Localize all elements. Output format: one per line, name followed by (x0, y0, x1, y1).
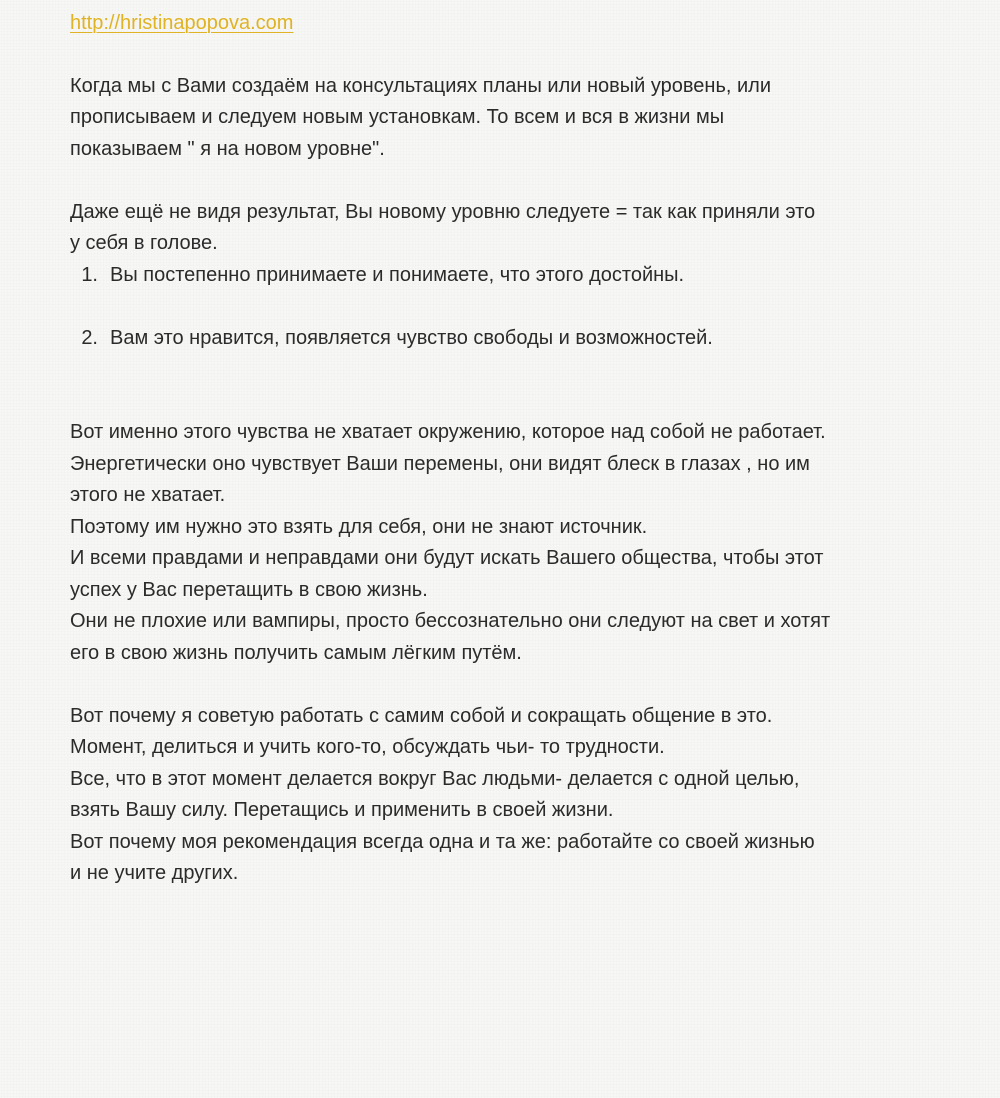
text-line: Все, что в этот момент делается вокруг Вас людьми- делается с одной целью, (70, 767, 800, 790)
spacer (70, 669, 940, 701)
text-line: и не учите других. (70, 862, 239, 884)
numbered-list (70, 260, 940, 355)
list-number: 1. (81, 263, 98, 286)
text-line: Даже ещё не видя результат, Вы новому уровню следуете = так как приняли это (70, 200, 816, 223)
list-item (70, 323, 940, 355)
text-line: Энергетически оно чувствует Ваши перемены, они видят блеск в глазах , но им (70, 452, 810, 475)
spacer (70, 354, 940, 417)
spacer (70, 291, 940, 323)
website-link[interactable]: http://hristinapopova.com (70, 12, 294, 34)
text-line: Вот почему моя рекомендация всегда одна и та же: работайте со своей жизнью (70, 830, 815, 853)
text-line: Момент, делиться и учить кого-то, обсуждать чьи- то трудности. (70, 736, 665, 758)
text-line: Когда мы с Вами создаём на консультациях планы или новый уровень, или (70, 74, 772, 97)
text-line: показываем " я на новом уровне". (70, 137, 385, 160)
text-line: И всеми правдами и неправдами они будут искать Вашего общества, чтобы этот (70, 547, 824, 569)
paragraph-recommendation (70, 701, 940, 890)
spacer (70, 165, 940, 197)
text-line: успех у Вас перетащить в свою жизнь. (70, 578, 428, 601)
text-line: его в свою жизнь получить самым лёгким путём. (70, 641, 522, 664)
text-line: Поэтому им нужно это взять для себя, они не знают источник. (70, 515, 648, 538)
list-item-text: Вам это нравится, появляется чувство свободы и возможностей. (110, 326, 713, 349)
list-number: 2. (81, 326, 98, 349)
list-item (70, 260, 940, 292)
text-line: прописываем и следуем новым установкам. То всем и вся в жизни мы (70, 106, 725, 128)
text-line: Вот почему я советую работать с самим собой и сокращать общение в это. (70, 704, 773, 727)
text-line: Они не плохие или вампиры, просто бессознательно они следуют на свет и хотят (70, 610, 831, 632)
text-line: этого не хватает. (70, 484, 226, 506)
list-item-text: Вы постепенно принимаете и понимаете, что этого достойны. (110, 263, 685, 286)
spacer (70, 39, 940, 71)
paragraph-intro (70, 71, 940, 166)
text-line: Вот именно этого чувства не хватает окружению, которое над собой не работает. (70, 421, 826, 443)
paragraph-environment (70, 417, 940, 669)
paragraph-result (70, 197, 940, 260)
text-line: у себя в голове. (70, 232, 218, 254)
text-line: взять Вашу силу. Перетащись и применить в своей жизни. (70, 799, 614, 821)
